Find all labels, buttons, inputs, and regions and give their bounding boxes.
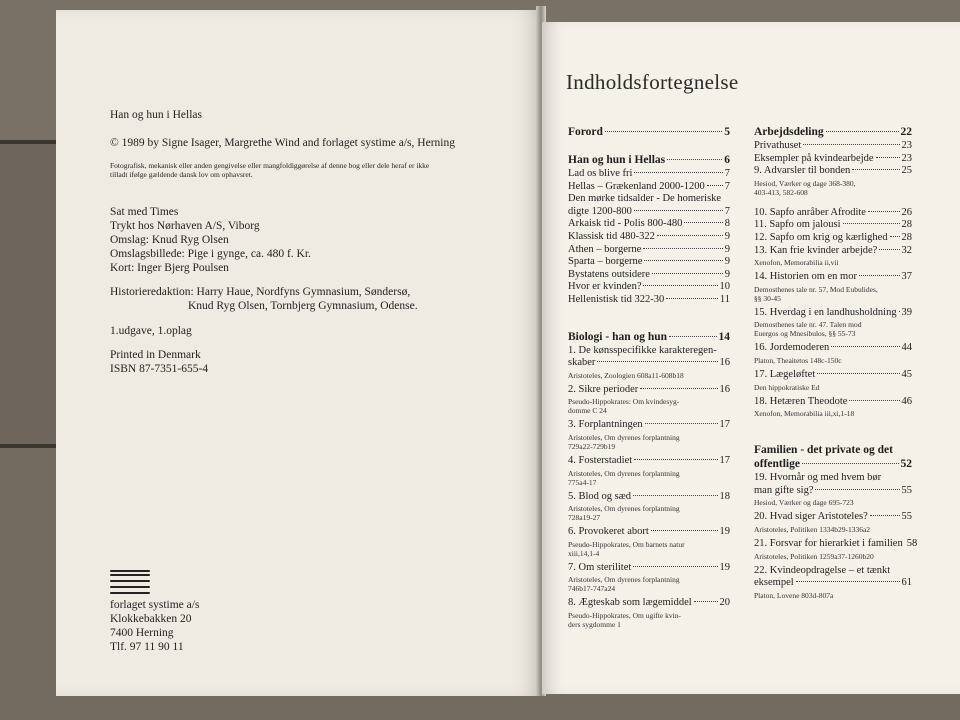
publisher-line: forlaget systime a/s (110, 599, 200, 611)
toc-source-note: Xenofon, Memorabilia ii,vii (754, 258, 839, 268)
toc-source-note: Aristoteles, Politiken 1259a37-1260b20 (754, 551, 874, 561)
toc-entry (568, 168, 730, 179)
dot-leader (644, 260, 722, 261)
toc-section-heading (754, 444, 912, 456)
toc-section-heading (568, 331, 730, 343)
toc-entry-label: 12. Sapfo om krig og kærlighed (754, 232, 888, 243)
toc-page-number: 28 (901, 232, 912, 243)
toc-entry (568, 491, 730, 502)
toc-entry-label: 18. Hetæren Theodote (754, 395, 848, 407)
toc-source-note: Aristoteles, Om dyrenes forplantning (568, 468, 680, 478)
toc-entry-label: eksempel (754, 577, 794, 589)
publisher-line: Klokkebakken 20 (110, 613, 192, 625)
dot-leader (651, 530, 718, 531)
dot-leader (859, 275, 900, 276)
toc-entry-label: Arbejdsdeling (754, 126, 824, 138)
toc-source-note: Den hippokratiske Ed (754, 382, 820, 392)
toc-entry-label: 13. Kan frie kvinder arbejde? (754, 244, 878, 256)
toc-entry (754, 245, 912, 256)
toc-entry (754, 165, 912, 176)
toc-entry-label: Sparta – borgerne (568, 256, 643, 268)
toc-entry-label: Klassisk tid 480-322 (568, 231, 655, 242)
toc-entry (568, 419, 730, 430)
dot-leader (669, 336, 716, 337)
publisher-line: Tlf. 97 11 90 11 (110, 641, 184, 653)
toc-entry (568, 206, 730, 217)
dot-leader (634, 459, 717, 460)
dot-leader (826, 131, 899, 132)
toc-source-note: Aristoteles, Om dyrenes forplantning (568, 504, 680, 514)
toc-source-note: Hesiod, Værker og dage 695-723 (754, 498, 854, 508)
toc-source-note: Xenofon, Memorabilia iii,xi,1-18 (754, 409, 855, 419)
toc-page-number: 25 (901, 165, 912, 177)
dot-leader (868, 211, 900, 212)
dot-leader (645, 423, 718, 424)
credit-line: Omslag: Knud Ryg Olsen (110, 234, 229, 246)
toc-page-number: 14 (718, 330, 730, 343)
toc-entry (754, 153, 912, 164)
toc-page-number: 10 (719, 281, 730, 293)
credit-line: Sat med Times (110, 206, 179, 218)
copyright-line: © 1989 by Signe Isager, Margrethe Wind and forlaget systime a/s, Herning (110, 137, 455, 149)
dot-leader (843, 223, 900, 224)
dot-leader (803, 144, 899, 145)
toc-entry-label: 8. Ægteskab som lægemiddel (568, 597, 692, 609)
toc-title: Indholdsfortegnelse (566, 70, 739, 94)
dot-leader (643, 248, 722, 249)
dot-leader (634, 172, 722, 173)
toc-entry (754, 342, 912, 353)
toc-entry-label: 6. Provokeret abort (568, 526, 649, 538)
toc-entry-label: 15. Hverdag i en landhusholdning (754, 306, 897, 318)
toc-source-note: Pseudo-Hippokrates, Om barnets natur (568, 539, 685, 549)
toc-page-number: 20 (719, 597, 730, 609)
dot-leader (634, 210, 723, 211)
toc-entry (754, 577, 912, 588)
toc-page-number: 7 (724, 205, 730, 217)
toc-entry-label: Forord (568, 126, 603, 138)
toc-source-note: domme C 24 (568, 406, 607, 416)
toc-entry-label: Bystatens outsidere (568, 268, 650, 280)
toc-entry-label: digte 1200-800 (568, 205, 632, 217)
toc-source-note: Aristoteles, Politiken 1334b29-1336a2 (754, 525, 871, 534)
toc-entry-label: 20. Hvad siger Aristoteles? (754, 511, 868, 523)
toc-source-note: §§ 30-45 (754, 293, 781, 303)
toc-entry-label: 19. Hvornår og med hvem bør (754, 472, 882, 484)
toc-source-note: 403-413, 582-608 (754, 187, 808, 197)
toc-entry-label: Lad os blive fri (568, 168, 633, 179)
toc-entry (754, 472, 912, 483)
toc-entry-label: Eksempler på kvindearbejde (754, 152, 874, 164)
toc-entry (568, 218, 730, 229)
dot-leader (633, 566, 717, 567)
toc-section-heading (754, 126, 912, 138)
toc-entry-label: 1. De kønsspecifikke karakteregen- (568, 344, 717, 356)
credit-line: Trykt hos Nørhaven A/S, Viborg (110, 220, 260, 232)
open-book (48, 6, 940, 696)
toc-entry (568, 269, 730, 280)
toc-entry-label: Arkaisk tid - Polis 800-480 (568, 218, 683, 230)
toc-entry (568, 384, 730, 395)
toc-entry-label: skaber (568, 357, 596, 369)
toc-page-number: 44 (901, 342, 912, 354)
dot-leader (652, 273, 723, 274)
editorial-line: Knud Ryg Olsen, Tornbjerg Gymnasium, Odense. (188, 300, 418, 312)
toc-page-number: 19 (719, 526, 730, 538)
isbn-line: ISBN 87-7351-655-4 (110, 363, 209, 375)
toc-entry-label: 14. Historien om en mor (754, 271, 857, 283)
toc-entry-label: 2. Sikre perioder (568, 383, 639, 395)
credit-line: Omslagsbillede: Pige i gynge, ca. 480 f. Kr. (110, 248, 311, 260)
publisher-line: 7400 Herning (110, 627, 174, 639)
toc-entry-label: 22. Kvindeopdragelse – et tænkt (754, 564, 891, 576)
toc-entry-label: 10. Sapfo anråber Afrodite (754, 206, 866, 218)
toc-entry-label: Hellenistisk tid 322-30 (568, 294, 665, 305)
toc-entry-label: man gifte sig? (754, 484, 814, 496)
toc-page-number: 18 (719, 490, 730, 502)
toc-section-heading (568, 126, 730, 138)
dot-leader (640, 388, 717, 389)
toc-entry-label: 7. Om sterilitet (568, 561, 632, 573)
toc-entry-label: Den mørke tidsalder - De homeriske (568, 193, 722, 205)
toc-page-number: 11 (719, 294, 730, 305)
toc-section-heading (754, 458, 912, 470)
dot-leader (707, 185, 723, 186)
toc-page-number: 61 (901, 577, 912, 589)
imprint-page (56, 10, 542, 696)
toc-page-number: 23 (901, 140, 912, 151)
dot-leader (657, 235, 723, 236)
credit-line: Kort: Inger Bjerg Poulsen (110, 262, 229, 274)
dot-leader (876, 157, 900, 158)
toc-page-number: 22 (900, 126, 912, 138)
toc-entry-label: 16. Jordemoderen (754, 342, 830, 354)
toc-source-note: 775a4-17 (568, 477, 597, 487)
toc-page-number: 6 (724, 154, 730, 166)
toc-page-number: 55 (901, 484, 912, 496)
dot-leader (899, 311, 900, 312)
toc-entry-label: 4. Fosterstadiet (568, 455, 633, 466)
toc-entry (754, 219, 912, 230)
toc-entry (568, 193, 730, 204)
toc-page-number: 58 (906, 538, 918, 549)
toc-entry (754, 232, 912, 243)
toc-entry (568, 294, 730, 305)
toc-entry-label: Hvor er kvinden? (568, 281, 642, 293)
dot-leader (852, 169, 899, 170)
toc-page-number: 9 (724, 231, 730, 242)
toc-source-note: Aristoteles, Om dyrenes forplantning (568, 433, 680, 442)
book-title: Han og hun i Hellas (110, 109, 202, 121)
toc-source-note: Aristoteles, Zoologien 608a11-608b18 (568, 370, 684, 380)
toc-page (542, 22, 960, 694)
toc-entry (754, 369, 912, 380)
toc-page-number: 8 (724, 218, 730, 230)
toc-entry (568, 181, 730, 192)
edition-line: 1.udgave, 1.oplag (110, 325, 192, 337)
toc-entry (568, 597, 730, 608)
rights-notice: Fotografisk, mekanisk eller anden gengivelse eller mangfoldiggørelse af denne bog eller dele heraf er ikke (110, 161, 430, 170)
toc-entry (568, 281, 730, 292)
toc-source-note: Platon, Lovene 803d-807a (754, 590, 834, 600)
toc-entry-label: 5. Blod og sæd (568, 490, 632, 502)
publisher-logo (110, 570, 154, 596)
toc-entry (568, 231, 730, 242)
toc-entry (754, 140, 912, 151)
toc-page-number: 17 (719, 455, 730, 466)
toc-page-number: 52 (900, 458, 912, 471)
dot-leader (633, 495, 717, 496)
toc-entry-label: offentlige (754, 458, 800, 471)
toc-entry (754, 511, 912, 522)
toc-section-heading (568, 154, 730, 166)
toc-page-number: 39 (901, 306, 912, 318)
toc-entry (568, 562, 730, 573)
toc-source-note: ders sygdomme 1 (568, 620, 621, 629)
toc-entry-label: 21. Forsvar for hierarkiet i familien (754, 538, 903, 549)
toc-entry-label: Hellas – Grækenland 2000-1200 (568, 180, 705, 192)
toc-page-number: 32 (901, 244, 912, 256)
dot-leader (684, 222, 722, 223)
dot-leader (815, 489, 899, 490)
toc-entry (568, 455, 730, 466)
toc-page-number: 19 (719, 561, 730, 573)
printed-line: Printed in Denmark (110, 349, 201, 361)
toc-entry-label: 17. Lægeløftet (754, 369, 816, 380)
rights-notice: tilladt ifølge gældende dansk lov om ophavsret. (110, 170, 253, 179)
toc-source-note: 746b17-747a24 (568, 584, 616, 594)
toc-entry (568, 256, 730, 267)
toc-page-number: 7 (724, 168, 730, 179)
toc-entry-label: Han og hun i Hellas (568, 154, 666, 166)
toc-entry (754, 485, 912, 496)
toc-page-number: 16 (719, 383, 730, 395)
toc-entry-label: 9. Advarsler til bonden (754, 165, 851, 177)
dot-leader (870, 515, 900, 516)
toc-entry-label: 11. Sapfo om jalousi (754, 219, 841, 231)
toc-entry (568, 345, 730, 356)
toc-entry (568, 526, 730, 537)
toc-source-note: Demosthenes tale nr. 47. Talen mod (754, 320, 862, 330)
toc-entry (754, 396, 912, 407)
toc-entry (568, 244, 730, 255)
toc-page-number: 9 (724, 256, 730, 268)
toc-page-number: 9 (724, 268, 730, 280)
dot-leader (796, 581, 900, 582)
toc-page-number: 55 (901, 511, 912, 523)
toc-source-note: Hesiod, Værker og dage 368-380, (754, 178, 856, 188)
toc-source-note: xiii,14,1-4 (568, 548, 600, 558)
toc-page-number: 23 (901, 152, 912, 164)
toc-entry (754, 538, 918, 549)
dot-leader (667, 159, 722, 160)
dot-leader (802, 463, 899, 464)
toc-source-note: Demosthenes tale nr. 57, Mod Eubulides, (754, 284, 878, 294)
editorial-line: Historieredaktion: Harry Haue, Nordfyns Gymnasium, Søndersø, (110, 286, 411, 298)
toc-page-number: 28 (901, 219, 912, 231)
toc-entry-label: 3. Forplantningen (568, 419, 643, 431)
toc-entry (754, 271, 912, 282)
dot-leader (605, 131, 722, 132)
dot-leader (849, 400, 899, 401)
toc-entry (754, 565, 912, 576)
toc-source-note: 729a22-729b19 (568, 442, 616, 451)
toc-page-number: 7 (724, 180, 730, 192)
toc-page-number: 37 (901, 271, 912, 283)
toc-entry-label: Privathuset (754, 140, 802, 151)
toc-page-number: 5 (724, 126, 730, 138)
toc-page-number: 45 (901, 369, 912, 380)
toc-page-number: 9 (724, 243, 730, 255)
toc-page-number: 16 (719, 357, 730, 369)
dot-leader (879, 249, 899, 250)
toc-page-number: 17 (719, 419, 730, 431)
toc-entry-label: Athen – borgerne (568, 243, 642, 255)
toc-entry-label: Biologi - han og hun (568, 330, 668, 343)
toc-source-note: Pseudo-Hippokrates: Om kvindesyg- (568, 397, 680, 407)
toc-page-number: 26 (901, 206, 912, 218)
dot-leader (694, 601, 718, 602)
toc-page-number: 46 (901, 395, 912, 407)
toc-source-note: Aristoteles, Om dyrenes forplantning (568, 575, 680, 585)
dot-leader (643, 285, 717, 286)
dot-leader (597, 361, 717, 362)
dot-leader (831, 346, 899, 347)
toc-source-note: 728a19-27 (568, 513, 601, 523)
toc-source-note: Euergos og Mnesibulos, §§ 55-73 (754, 329, 856, 339)
toc-entry (754, 307, 912, 318)
toc-entry (754, 207, 912, 218)
toc-entry-label: Familien - det private og det (754, 444, 893, 457)
dot-leader (817, 373, 899, 374)
toc-source-note: Platon, Theaitetos 148c-150c (754, 356, 842, 365)
toc-source-note: Pseudo-Hippokrates, Om ugifte kvin- (568, 611, 681, 620)
dot-leader (890, 236, 900, 237)
dot-leader (666, 298, 718, 299)
toc-entry (568, 357, 730, 368)
